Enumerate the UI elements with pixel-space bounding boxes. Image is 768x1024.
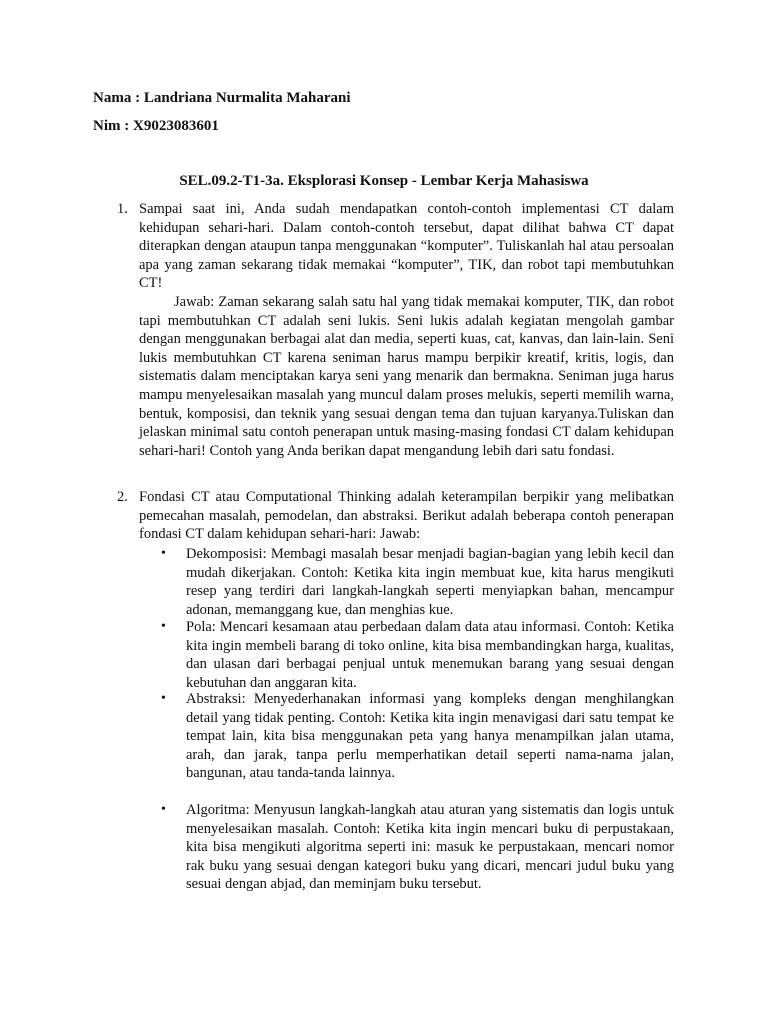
item-number-2: 2. xyxy=(117,489,128,505)
student-nim: Nim : X9023083601 xyxy=(93,118,219,134)
bullet-icon: • xyxy=(161,546,166,561)
bullet-icon: • xyxy=(161,619,166,634)
bullet-icon: • xyxy=(161,802,166,817)
student-name: Nama : Landriana Nurmalita Maharani xyxy=(93,90,351,106)
page-title: SEL.09.2-T1-3a. Eksplorasi Konsep - Lembar Kerja Mahasiswa xyxy=(179,173,589,189)
question-2: Fondasi CT atau Computational Thinking adalah keterampilan berpikir yang melibatkan pemecahan masalah, pemodelan, dan abstraksi. Berikut adalah beberapa contoh penerapan fondasi CT dalam kehidupan sehari-hari: Jawab: xyxy=(139,489,674,543)
question-1: Sampai saat ini, Anda sudah mendapatkan contoh-contoh implementasi CT dalam kehidupan sehari-hari. Dalam contoh-contoh tersebut, dapat dilihat bahwa CT dapat diterapkan dengan ataupun tanpa menggunakan “komputer”. Tuliskanlah hal atau persoalan apa yang zaman sekarang tidak memakai “komputer”, TIK, dan robot tapi membutuhkan CT! xyxy=(139,201,674,292)
bullet-pola: Pola: Mencari kesamaan atau perbedaan dalam data atau informasi. Contoh: Ketika kita ingin membeli barang di toko online, kita bisa membandingkan harga, kualitas, dan ulasan dari berbagai penjual untuk menemukan barang yang sesuai dengan kebutuhan dan anggaran kita. xyxy=(186,619,674,691)
item-number-1: 1. xyxy=(117,201,128,217)
bullet-abstraksi: Abstraksi: Menyederhanakan informasi yang kompleks dengan menghilangkan detail yang tidak penting. Contoh: Ketika kita ingin menavigasi dari satu tempat ke tempat lain, kita bisa menggunakan peta yang hanya menampilkan jalan utama, arah, dan jarak, tanpa perlu memperhatikan detail seperti nama-nama jalan, bangunan, atau tanda-tanda lainnya. xyxy=(186,691,674,782)
bullet-icon: • xyxy=(161,691,166,706)
bullet-algoritma: Algoritma: Menyusun langkah-langkah atau aturan yang sistematis dan logis untuk menyelesaikan masalah. Contoh: Ketika kita ingin mencari buku di perpustakaan, kita bisa mengikuti algoritma seperti ini: masuk ke perpustakaan, mencari nomor rak buku yang sesuai dengan kategori buku yang dicari, mencari judul buku yang sesuai dengan abjad, dan meminjam buku tersebut. xyxy=(186,802,674,893)
answer-1: Jawab: Zaman sekarang salah satu hal yang tidak memakai komputer, TIK, dan robot tapi membutuhkan CT adalah seni lukis. Seni lukis adalah kegiatan mengolah gambar dengan menggunakan berbagai alat dan media, seperti kuas, cat, kanvas, dan lain-lain. Seni lukis membutuhkan CT karena seniman harus mampu berpikir kreatif, kritis, logis, dan sistematis dalam menciptakan karya seni yang menarik dan bermakna. Seniman juga harus mampu menyelesaikan masalah yang muncul dalam proses melukis, seperti memilih warna, bentuk, komposisi, dan teknik yang sesuai dengan tema dan tujuan karyanya.Tuliskan dan jelaskan minimal satu contoh penerapan untuk masing-masing fondasi CT dalam kehidupan sehari-hari! Contoh yang Anda berikan dapat mengandung lebih dari satu fondasi. xyxy=(139,294,674,459)
bullet-dekomposisi: Dekomposisi: Membagi masalah besar menjadi bagian-bagian yang lebih kecil dan mudah dikerjakan. Contoh: Ketika kita ingin membuat kue, kita harus mengikuti resep yang terdiri dari langkah-langkah seperti menyiapkan bahan, mencampur adonan, memanggang kue, dan menghias kue. xyxy=(186,546,674,618)
